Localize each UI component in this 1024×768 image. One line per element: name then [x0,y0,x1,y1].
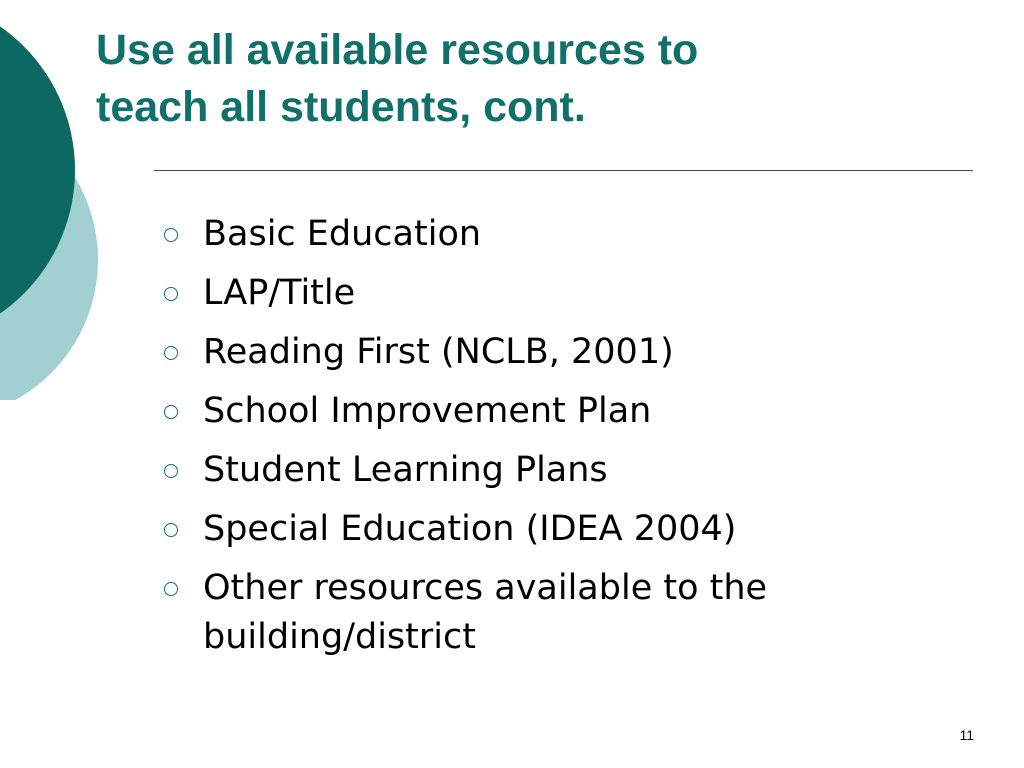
bullet-text: School Improvement Plan [203,391,652,431]
bullet-text: LAP/Title [203,273,356,313]
hollow-circle-icon [164,464,178,478]
bullet-item [162,564,1002,662]
bullet-item [162,328,1002,377]
hollow-circle-icon [164,582,178,596]
bullet-item [162,446,1002,495]
hollow-circle-icon [164,287,178,301]
hollow-circle-icon [164,523,178,537]
bullet-item [162,210,1002,259]
bullet-text: Basic Education [203,214,482,254]
bullet-list [162,210,1002,672]
slide-title-line1: Use all available resources to [96,26,699,74]
bullet-item [162,387,1002,436]
title-divider [154,170,973,171]
bullet-text: Reading First (NCLB, 2001) [203,332,674,372]
bullet-text: Other resources available to the building/district [203,568,768,657]
bullet-item [162,505,1002,554]
hollow-circle-icon [164,228,178,242]
slide-title-line2: teach all students, cont. [96,83,586,131]
left-circle-decoration [0,0,110,400]
hollow-circle-icon [164,405,178,419]
bullet-text: Student Learning Plans [203,450,608,490]
bullet-text: Special Education (IDEA 2004) [203,509,737,549]
page-number: 11 [959,727,974,743]
bullet-item [162,269,1002,318]
slide-title [96,22,976,136]
hollow-circle-icon [164,346,178,360]
